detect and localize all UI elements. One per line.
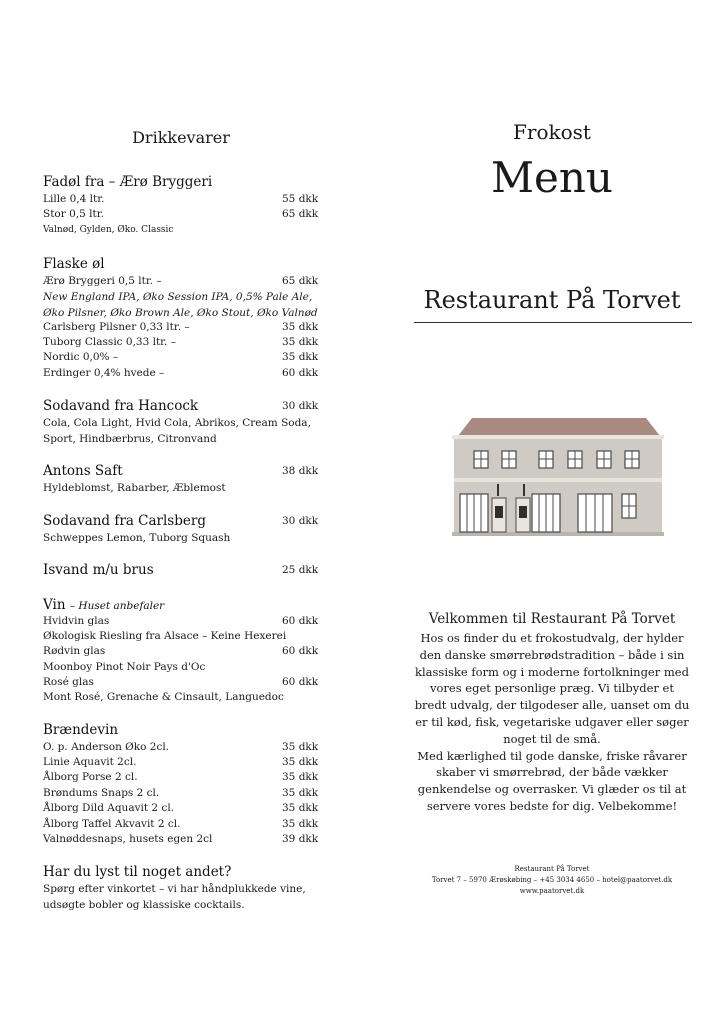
welcome-line: skaber vi smørrebrød, der både vækker [436,765,668,780]
wine-subnote: – Huset anbefaler [69,600,165,612]
item-price: 39 dkk [282,833,319,845]
menu-row [43,644,317,659]
carlsberg-heading: Sodavand fra Carlsberg [43,513,206,529]
welcome-line: Hos os finder du et frokostudvalg, der hylder [420,631,684,645]
menu-row [43,817,317,832]
isvand-heading: Isvand m/u brus [43,562,154,578]
beer-varieties: Valnød, Gylden, Øko. Classic [43,225,174,235]
more-heading: Har du lyst til noget andet? [43,864,232,880]
hancock-heading: Sodavand fra Hancock [43,398,199,414]
menu-row [43,335,317,350]
hancock-flavors-1: Cola, Cola Light, Hvid Cola, Abrikos, Cream Soda, [43,417,311,429]
menu-title: Menu [491,153,613,202]
menu-row [43,755,317,770]
restaurant-name: Restaurant På Torvet [423,286,681,314]
menu-row [43,350,317,365]
menu-row [43,660,317,675]
drinks-title: Drikkevarer [132,128,230,147]
lunch-label: Frokost [513,120,591,144]
welcome-title: Velkommen til Restaurant På Torvet [428,611,676,627]
more-text-1: Spørg efter vinkortet – vi har håndplukkede vine, [43,883,306,895]
isvand-price: 25 dkk [282,564,319,576]
item-name: Moonboy Pinot Noir Pays d'Oc [43,661,206,673]
item-name: Ærø Bryggeri 0,5 ltr. – [43,275,162,287]
menu-row [43,274,317,289]
menu-row [43,690,317,705]
item-name: Rødvin glas [43,645,106,657]
item-price: 35 dkk [282,336,319,348]
menu-row [43,614,317,629]
item-name: Økologisk Riesling fra Alsace – Keine Hexerei [43,630,287,642]
bottle-varieties-1: New England IPA, Øko Session IPA, 0,5% Pale Ale, [43,291,313,303]
item-name: Valnøddesnaps, husets egen 2cl [43,833,213,845]
bottle-varieties-2: Øko Pilsner, Øko Brown Ale, Øko Stout, Øko Valnød [43,307,318,319]
item-price: 60 dkk [282,676,319,688]
welcome-line: vores eget personlige præg. Vi tilbyder et [430,681,674,696]
item-name: Linie Aquavit 2cl. [43,756,137,768]
item-price: 35 dkk [282,787,319,799]
item-price: 55 dkk [282,193,319,205]
wine-heading-label: Vin [43,597,66,613]
footer-address: Torvet 7 – 5970 Ærøskøbing – +45 3034 4650 – hotel@paatorvet.dk [431,876,673,884]
footer-website[interactable]: www.paatorvet.dk [519,887,585,895]
welcome-line: genkendelse og overrasker. Vi glæder os til at [417,782,687,797]
item-name: Mont Rosé, Grenache & Cinsault, Languedoc [43,691,284,703]
welcome-line: servere vores bedste for dig. Velbekomme! [426,798,678,813]
menu-row [43,770,317,785]
bottled-beer-heading: Flaske øl [43,256,105,272]
menu-row [43,629,317,644]
item-name: Brøndums Snaps 2 cl. [43,787,160,799]
item-name: Erdinger 0,4% hvede – [43,367,165,379]
more-text-2: udsøgte bobler og klassiske cocktails. [43,899,245,911]
item-price: 35 dkk [282,741,319,753]
antons-flavors: Hyldeblomst, Rabarber, Æblemost [43,482,226,494]
restaurant-building-illustration [450,416,666,540]
welcome-line: den danske smørrebrødstradition – både i sin [419,647,685,662]
menu-row [43,366,317,381]
welcome-line: Med kærlighed til gode danske, friske råvarer [417,748,687,763]
draft-beer-heading: Fadøl fra – Ærø Bryggeri [43,174,213,190]
item-price: 60 dkk [282,367,319,379]
menu-row [43,675,317,690]
item-name: O. p. Anderson Øko 2cl. [43,741,170,753]
menu-row [43,320,317,335]
welcome-line: bredt udvalg, der tilgodeser alle, uanset om du [414,698,690,713]
welcome-line: er til kød, fisk, vegetariske udgaver eller søger [415,714,689,729]
item-price: 35 dkk [282,802,319,814]
item-name: Ålborg Porse 2 cl. [43,771,138,783]
item-price: 60 dkk [282,645,319,657]
hancock-flavors-2: Sport, Hindbærbrus, Citronvand [43,433,217,445]
item-price: 65 dkk [282,208,319,220]
antons-price: 38 dkk [282,465,319,477]
antons-heading: Antons Saft [43,463,123,479]
footer-name: Restaurant På Torvet [514,865,590,873]
welcome-line: noget til de små. [503,731,601,746]
welcome-line: klassiske form og i moderne fortolkninger med [415,664,689,679]
item-price: 35 dkk [282,351,319,363]
item-name: Tuborg Classic 0,33 ltr. – [43,336,176,348]
menu-row [43,740,317,755]
item-name: Ålborg Taffel Akvavit 2 cl. [43,818,181,830]
item-price: 35 dkk [282,818,319,830]
item-price: 35 dkk [282,321,319,333]
spirits-heading: Brændevin [43,722,119,738]
menu-row [43,832,317,847]
item-price: 35 dkk [282,771,319,783]
title-divider [414,322,692,323]
item-name: Lille 0,4 ltr. [43,193,105,205]
item-price: 35 dkk [282,756,319,768]
item-price: 60 dkk [282,615,319,627]
item-price: 65 dkk [282,275,319,287]
item-name: Ålborg Dild Aquavit 2 cl. [43,802,175,814]
menu-row [43,207,317,222]
carlsberg-price: 30 dkk [282,515,319,527]
item-name: Carlsberg Pilsner 0,33 ltr. – [43,321,190,333]
menu-row [43,786,317,801]
welcome-text [410,630,694,815]
item-name: Rosé glas [43,676,94,688]
item-name: Nordic 0,0% – [43,351,119,363]
wine-heading [43,597,164,613]
hancock-price: 30 dkk [282,400,319,412]
carlsberg-flavors: Schweppes Lemon, Tuborg Squash [43,532,231,544]
item-name: Stor 0,5 ltr. [43,208,104,220]
menu-row [43,801,317,816]
menu-row [43,192,317,207]
item-name: Hvidvin glas [43,615,110,627]
